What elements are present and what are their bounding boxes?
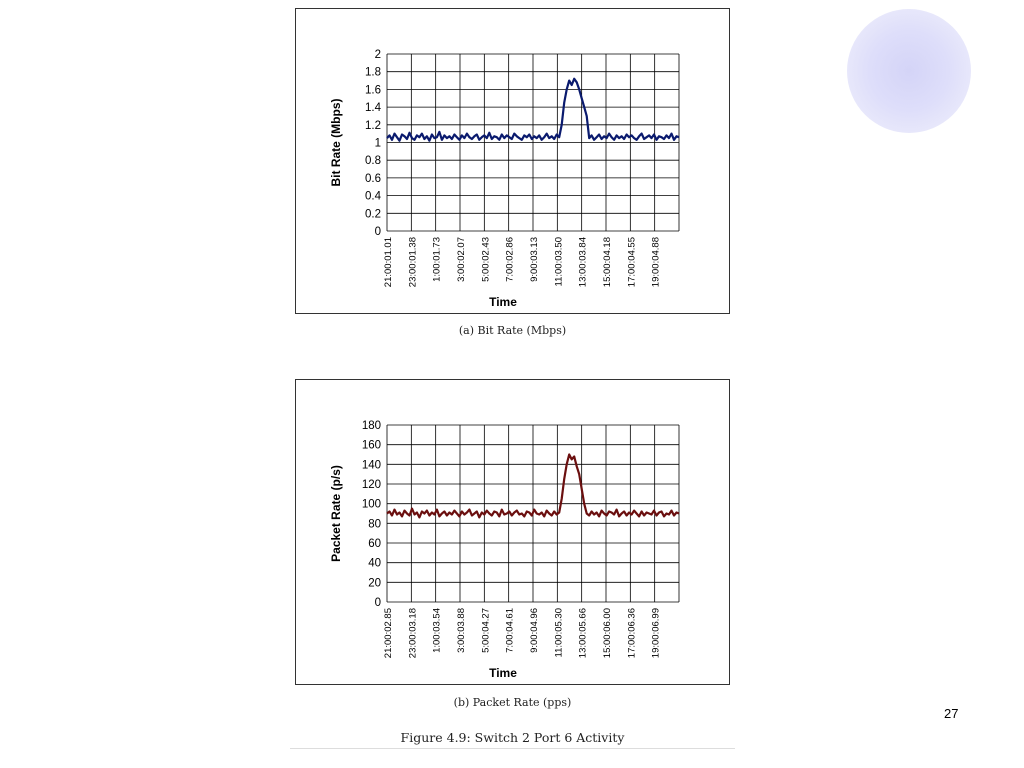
bit-rate-x-tick-label: 5:00:02.43 [480,237,492,282]
bit-rate-x-tick-label: 17:00:04.55 [626,237,638,288]
packet-rate-x-tick-label: 3:00:03.88 [456,608,467,653]
bit-rate-chart [295,8,730,314]
packet-rate-y-tick-label: 140 [361,459,381,472]
bit-rate-y-tick-label: 0 [374,226,381,238]
packet-rate-x-tick-label: 9:00:04.96 [529,608,540,653]
bit-rate-x-tick-label: 19:00:04.88 [650,237,662,288]
bit-rate-y-tick-label: 1 [374,137,381,150]
bit-rate-y-tick-label: 0.4 [365,190,381,203]
bit-rate-y-tick-label: 0.8 [365,155,381,168]
bit-rate-x-tick-label: 13:00:03.84 [577,237,589,288]
packet-rate-caption: (b) Packet Rate (pps) [453,696,572,709]
packet-rate-x-tick-label: 13:00:05.66 [577,608,589,659]
bit-rate-x-tick-label: 9:00:03.13 [529,237,540,282]
bit-rate-x-axis-title: Time [489,295,517,309]
bit-rate-x-tick-label: 11:00:03.50 [553,237,565,287]
packet-rate-x-axis-title: Time [489,666,517,680]
bit-rate-y-tick-label: 1.2 [365,119,381,132]
packet-rate-y-tick-label: 80 [368,518,381,531]
packet-rate-x-tick-label: 1:00:03.54 [431,608,443,653]
packet-rate-y-tick-label: 0 [374,597,381,609]
bit-rate-y-tick-label: 0.6 [365,172,381,185]
packet-rate-y-tick-label: 20 [368,577,381,590]
bit-rate-y-tick-label: 1.4 [365,102,381,115]
packet-rate-x-tick-label: 19:00:06.99 [650,608,662,659]
packet-rate-x-tick-label: 23:00:03.18 [407,608,419,659]
packet-rate-y-axis-title: Packet Rate (p/s) [329,465,343,562]
packet-rate-x-tick-label: 21:00:02.85 [383,608,394,659]
bit-rate-y-tick-label: 1.6 [365,84,381,97]
packet-rate-chart [295,379,730,685]
bit-rate-chart-svg [296,9,731,315]
packet-rate-x-tick-label: 11:00:05.30 [553,608,565,658]
packet-rate-x-tick-label: 7:00:04.61 [504,608,516,653]
bit-rate-y-tick-label: 0.2 [365,208,381,221]
page-number: 27 [944,706,959,721]
bit-rate-y-tick-label: 2 [374,49,381,61]
packet-rate-y-tick-label: 180 [361,420,381,432]
bit-rate-x-tick-label: 7:00:02.86 [504,237,516,282]
packet-rate-x-tick-label: 15:00:06.00 [602,608,613,659]
bit-rate-y-tick-label: 1.8 [365,66,381,79]
bit-rate-x-tick-label: 21:00:01.01 [383,237,394,288]
packet-rate-y-tick-label: 40 [368,557,381,570]
bottom-divider [290,748,735,749]
packet-rate-y-tick-label: 100 [361,498,381,511]
packet-rate-y-tick-label: 60 [368,538,381,550]
packet-rate-x-tick-label: 5:00:04.27 [480,608,492,653]
packet-rate-y-tick-label: 160 [361,439,381,452]
decorative-circle [847,9,971,133]
packet-rate-chart-svg [296,380,731,686]
bit-rate-x-tick-label: 3:00:02.07 [456,237,467,282]
bit-rate-x-tick-label: 1:00:01.73 [431,237,443,282]
bit-rate-x-tick-label: 23:00:01.38 [407,237,419,288]
figure-caption: Figure 4.9: Switch 2 Port 6 Activity [400,730,625,745]
packet-rate-x-tick-label: 17:00:06.36 [626,608,638,659]
bit-rate-caption: (a) Bit Rate (Mbps) [458,324,567,337]
bit-rate-x-tick-label: 15:00:04.18 [602,237,613,288]
bit-rate-y-axis-title: Bit Rate (Mbps) [329,98,343,187]
packet-rate-y-tick-label: 120 [361,479,381,491]
